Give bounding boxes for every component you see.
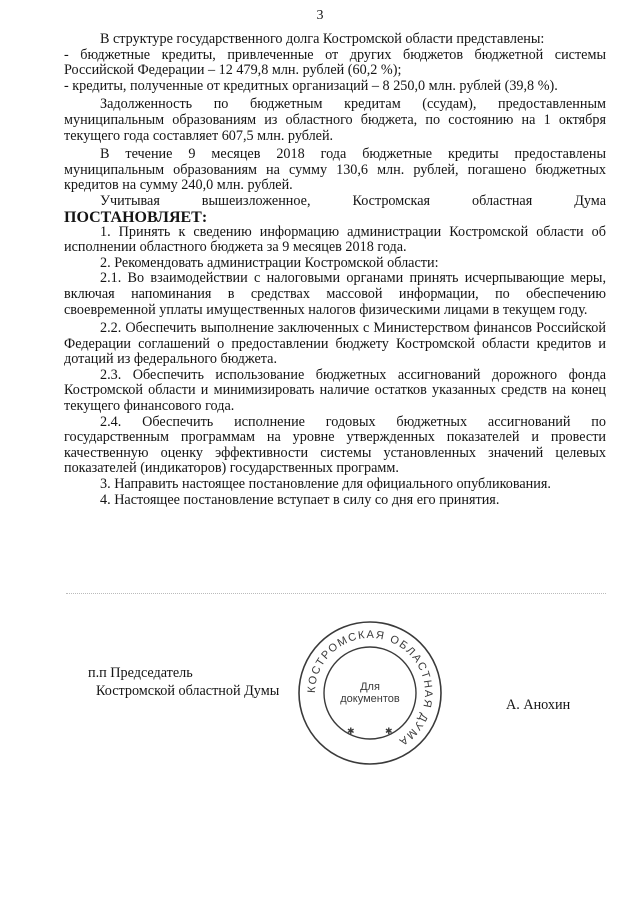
resolution-heading: ПОСТАНОВЛЯЕТ:: [64, 208, 208, 226]
stamp-star-left-icon: ✱: [347, 727, 355, 737]
page-number: 3: [316, 8, 324, 23]
paragraph-debt-structure: В структуре государственного долга Костромской области представлены:: [100, 31, 545, 47]
paragraph-budget-credits: - бюджетные кредиты, привлеченные от других бюджетов бюджетной системы Российской Федерации – 12 479,8 млн. рублей (60,2 %);: [64, 46, 606, 79]
resolution-item-4: 4. Настоящее постановление вступает в силу со дня его принятия.: [100, 491, 500, 508]
paragraph-considering: Учитывая вышеизложенное, Костромская областная Дума: [100, 192, 606, 209]
paragraph-municipal-debt: Задолженность по бюджетным кредитам (ссудам), предоставленным муниципальным образованиям из областного бюджета, по состоянию на 1 октября текущего года составляет 607,5 млн. рублей.: [64, 96, 606, 144]
paragraph-bank-credits: - кредиты, полученные от кредитных организаций – 8 250,0 млн. рублей (39,8 %).: [64, 77, 558, 94]
paragraph-nine-months: В течение 9 месяцев 2018 года бюджетные кредиты предоставлены муниципальным образованиям на сумму 130,6 млн. рублей, погашено бюджетных кредитов на сумму 240,0 млн. рублей.: [64, 146, 606, 194]
signature-title-line2: Костромской областной Думы: [96, 683, 280, 699]
resolution-item-2-2: 2.2. Обеспечить выполнение заключенных с Министерством финансов Российской Федерации соглашений о предоставлении бюджету Костромской области кредитов и дотаций из федерального бюджета.: [64, 320, 606, 368]
resolution-item-3: 3. Направить настоящее постановление для официального опубликования.: [100, 476, 551, 493]
resolution-item-2-3: 2.3. Обеспечить использование бюджетных ассигнований дорожного фонда Костромской области и минимизировать наличие остатков указанных средств на конец текущего финансового года.: [64, 366, 606, 415]
signature-block: [88, 664, 279, 700]
stamp-center-line2: документов: [340, 693, 400, 705]
resolution-item-2-4: 2.4. Обеспечить исполнение годовых бюджетных ассигнований по государственным программам на уровне утвержденных показателей и провести качественную оценку эффективности системы установленных значений целевых показателей (индикаторов) государственных программ.: [64, 413, 606, 477]
stamp-ring-text: КОСТРОМСКАЯ ОБЛАСТНАЯ ДУМА: [305, 628, 435, 749]
official-stamp: [295, 618, 445, 768]
stamp-star-right-icon: ✱: [385, 727, 393, 737]
dotted-divider: [66, 593, 606, 594]
signer-name: А. Анохин: [506, 697, 571, 713]
resolution-item-2-1: 2.1. Во взаимодействии с налоговыми органами принять исчерпывающие меры, включая напоминания в средствах массовой информации, по обеспечению своевременной уплаты имущественных налогов физическими лицами в текущем году.: [64, 270, 606, 318]
stamp-center-line1: Для: [360, 681, 380, 693]
resolution-item-2: 2. Рекомендовать администрации Костромской области:: [100, 254, 439, 271]
document-body: [64, 32, 606, 508]
resolution-item-1: 1. Принять к сведению информацию администрации Костромской области об исполнении областного бюджета за 9 месяцев 2018 года.: [64, 223, 606, 256]
signature-title-line1: п.п Председатель: [88, 665, 193, 681]
